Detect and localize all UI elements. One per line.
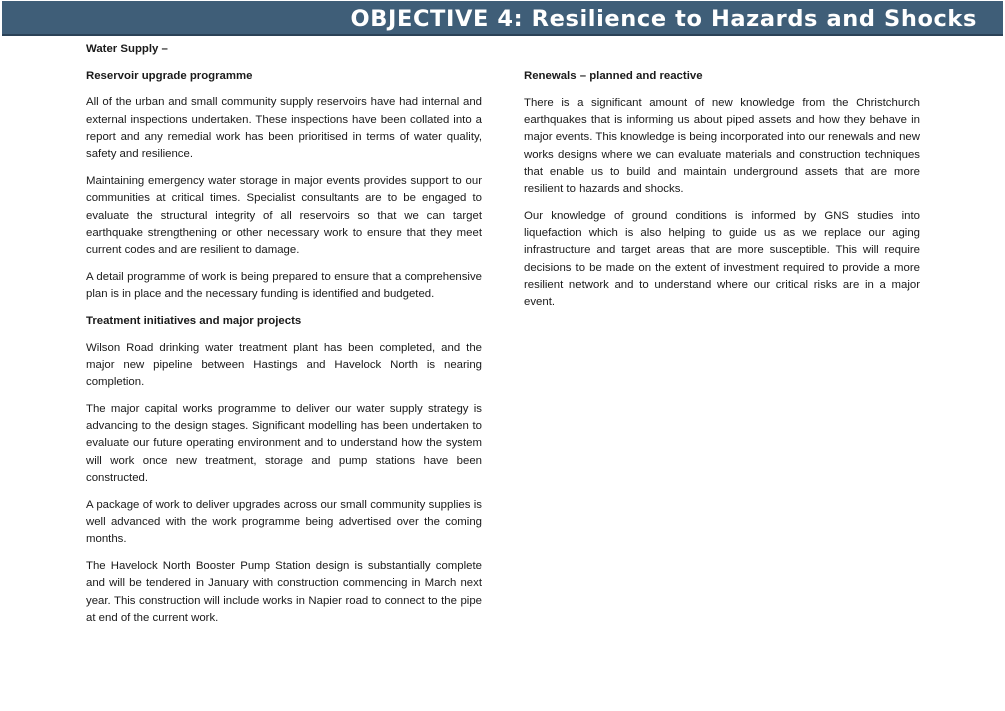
section-title-water-supply: Water Supply – (86, 43, 168, 55)
paragraph: Our knowledge of ground conditions is informed by GNS studies into liquefaction which is also helping to guide us as we replace our aging infrastructure and target areas that are more susceptible. This will require decisions to be made on the extent of investment required to provide a more resilient network and to understand where our critical risks are in a major event. (524, 209, 920, 309)
heading-treatment-initiatives: Treatment initiatives and major projects (86, 314, 302, 327)
page-header-bar (2, 1, 1003, 36)
paragraph: There is a significant amount of new knowledge from the Christchurch earthquakes that is informing us about piped assets and how they behave in major events. This knowledge is being incorporated into our renewals and new works designs where we can evaluate materials and construction techniques that enable us to build and maintain underground assets that are more resilient to hazards and shocks. (524, 96, 920, 196)
paragraph: Wilson Road drinking water treatment plant has been completed, and the major new pipeline between Hastings and Havelock North is nearing completion. (86, 341, 482, 389)
left-column (86, 41, 482, 637)
page-title: OBJECTIVE 4: Resilience to Hazards and Shocks (350, 6, 977, 32)
heading-renewals: Renewals – planned and reactive (524, 70, 703, 82)
paragraph: A detail programme of work is being prepared to ensure that a comprehensive plan is in place and the necessary funding is identified and budgeted. (86, 270, 482, 301)
paragraph: A package of work to deliver upgrades across our small community supplies is well advanced with the work programme being advertised over the coming months. (86, 498, 482, 546)
right-column (524, 68, 920, 321)
heading-reservoir-upgrade: Reservoir upgrade programme (86, 69, 253, 82)
paragraph: The Havelock North Booster Pump Station design is substantially complete and will be tendered in January with construction commencing in March next year. This construction will include works in Napier road to connect to the pipe at end of the current work. (86, 559, 482, 624)
paragraph: Maintaining emergency water storage in major events provides support to our communities at critical times. Specialist consultants are to be engaged to evaluate the structural integrity of all reservoirs so that we can target earthquake strengthening or other necessary work to ensure that they meet current codes and are resilient to damage. (86, 174, 482, 257)
paragraph: The major capital works programme to deliver our water supply strategy is advancing to the design stages. Significant modelling has been undertaken to evaluate our future operating environment and to understand how the system will work once new treatment, storage and pump stations have been constructed. (86, 402, 482, 484)
paragraph: All of the urban and small community supply reservoirs have had internal and external inspections undertaken. These inspections have been collated into a report and any remedial work has been prioritised in terms of water quality, safety and resilience. (86, 96, 482, 161)
